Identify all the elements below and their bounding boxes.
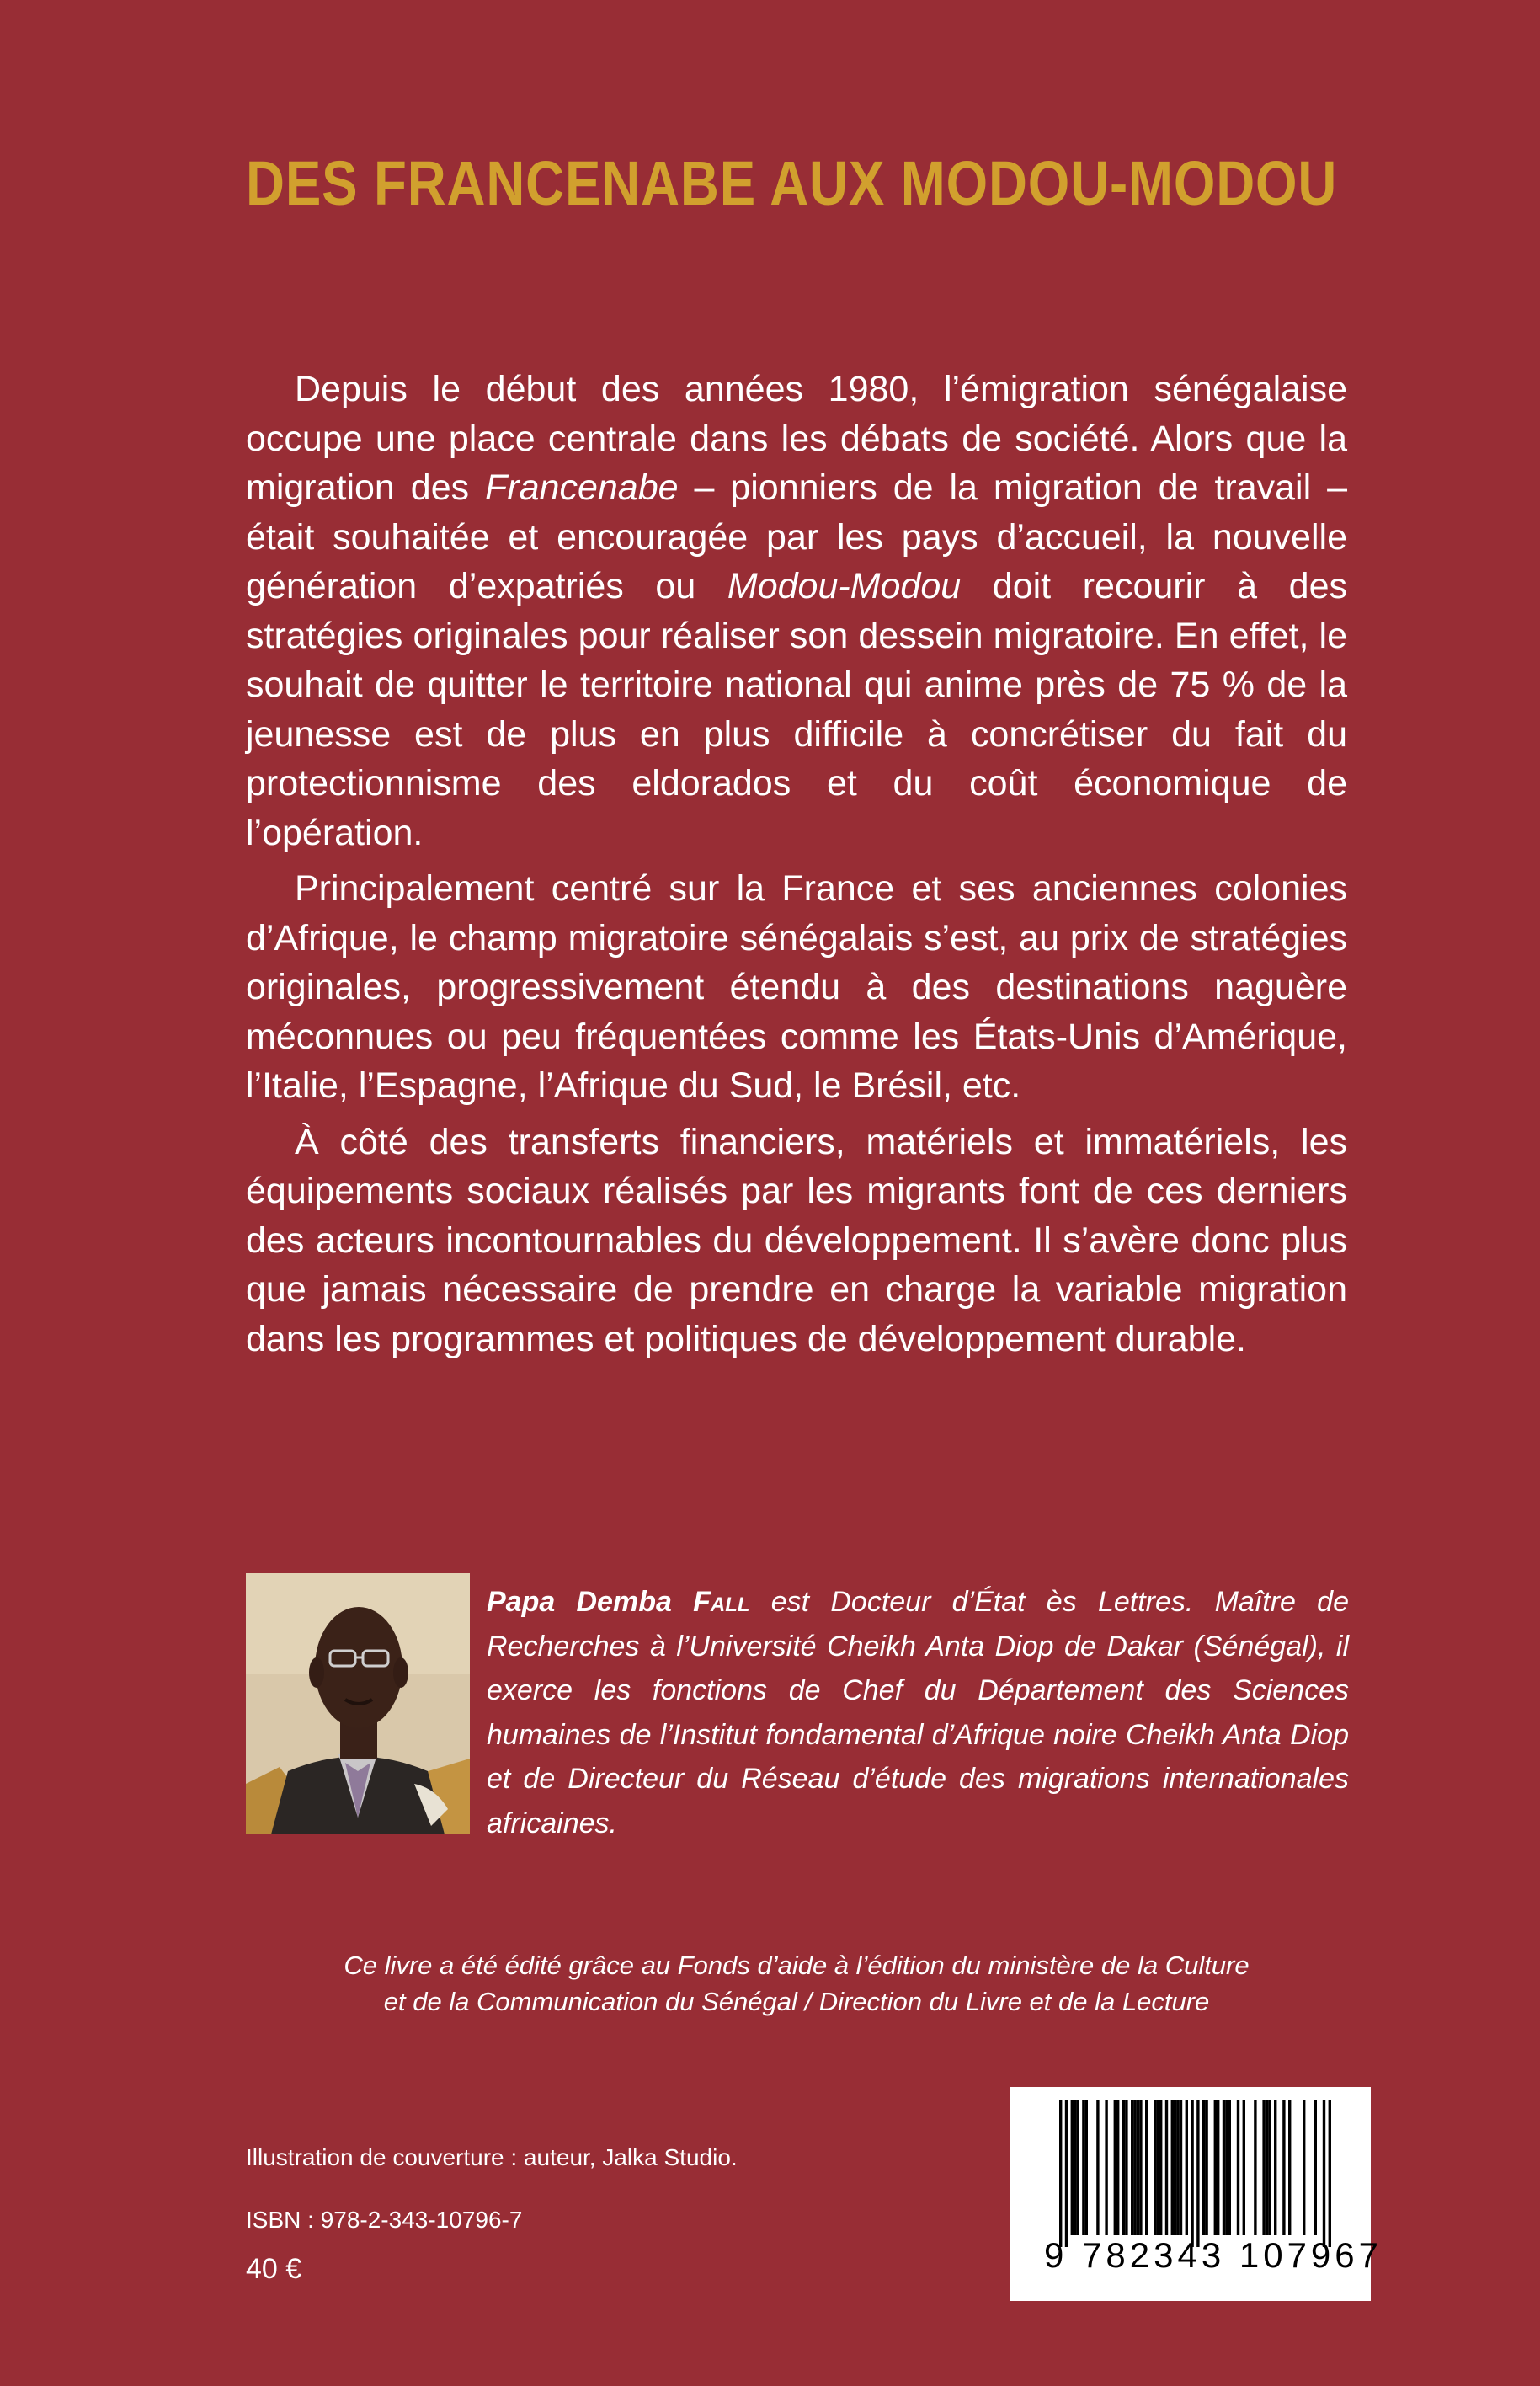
barcode-bar bbox=[1205, 2100, 1207, 2235]
barcode-bar bbox=[1202, 2100, 1205, 2235]
barcode-bar bbox=[1133, 2100, 1136, 2235]
blurb-paragraph-3: À côté des transferts financiers, matériels et immatériels, les équipements sociaux réalisés par les migrants font de ces derniers des acteurs incontournables du développement. Il s’avère donc plus que jamais nécessaire de prendre en charge la variable migration dans les programmes et politiques de développement durable. bbox=[246, 1121, 1347, 1359]
barcode-bar bbox=[1268, 2100, 1271, 2235]
barcode-bar bbox=[1262, 2100, 1265, 2235]
barcode-bar bbox=[1174, 2100, 1176, 2235]
blurb-paragraph-1: Depuis le début des années 1980, l’émigration sénégalaise occupe une place centrale dans les débats de société. Alors que la migration des Francenabe – pionniers de la migration de travail – était souhaitée et encouragée par les pays d’accueil, la nouvelle génération d’expatriés ou Modou-Modou doit recourir à des stratégies originales pour réaliser son dessein migratoire. En effet, le souhait de quitter le territoire national qui anime près de 75 % de la jeunesse est de plus en plus difficile à concrétiser du fait du protectionnisme des eldorados et du coût économique de l’opération. bbox=[246, 369, 1347, 853]
barcode bbox=[1010, 2087, 1383, 2301]
barcode-bar bbox=[1085, 2100, 1088, 2235]
barcode-digits: 9 782343 107967 bbox=[1044, 2235, 1383, 2275]
blurb-paragraph-2: Principalement centré sur la France et ses anciennes colonies d’Afrique, le champ migratoire sénégalais s’est, au prix de stratégies originales, progressivement étendu à des destinations naguère méconnues ou peu fréquentées comme les États-Unis d’Amérique, l’Italie, l’Espagne, l’Afrique du Sud, le Brésil, etc. bbox=[246, 868, 1347, 1106]
barcode-bar bbox=[1082, 2100, 1084, 2235]
barcode-bar bbox=[1266, 2100, 1268, 2235]
book-title: DES FRANCENABE AUX MODOU-MODOU bbox=[246, 148, 1338, 218]
barcode-bar bbox=[1274, 2100, 1276, 2235]
barcode-bar bbox=[1096, 2100, 1099, 2235]
author-first-name: Papa Demba bbox=[487, 1586, 672, 1618]
barcode-bar bbox=[1171, 2100, 1174, 2235]
barcode-bar bbox=[1237, 2100, 1239, 2235]
barcode-bar bbox=[1159, 2100, 1162, 2235]
barcode-bar bbox=[1314, 2100, 1317, 2235]
barcode-bar bbox=[1186, 2100, 1188, 2235]
barcode-bar bbox=[1131, 2100, 1133, 2235]
barcode-bar bbox=[1137, 2100, 1139, 2235]
barcode-bar bbox=[1154, 2100, 1156, 2235]
barcode-bar bbox=[1139, 2100, 1142, 2235]
barcode-bar bbox=[1225, 2100, 1228, 2235]
illustration-credit: Illustration de couverture : auteur, Jalka Studio. bbox=[246, 2144, 738, 2170]
back-cover-blurb bbox=[246, 365, 1347, 1370]
barcode-bar bbox=[1243, 2100, 1245, 2235]
barcode-bar bbox=[1125, 2100, 1127, 2235]
barcode-bar bbox=[1074, 2100, 1076, 2235]
price: 40 € bbox=[246, 2253, 302, 2285]
barcode-bar bbox=[1122, 2100, 1125, 2235]
barcode-bar bbox=[1071, 2100, 1074, 2235]
barcode-bar bbox=[1116, 2100, 1119, 2235]
barcode-bar bbox=[1145, 2100, 1148, 2235]
barcode-bar bbox=[1157, 2100, 1159, 2235]
barcode-bar bbox=[1254, 2100, 1256, 2235]
barcode-bar bbox=[1282, 2100, 1285, 2235]
barcode-bar bbox=[1228, 2100, 1231, 2235]
author-last-name: Fall bbox=[693, 1586, 750, 1618]
barcode-bar bbox=[1217, 2100, 1219, 2235]
barcode-bar bbox=[1288, 2100, 1291, 2235]
barcode-bar bbox=[1165, 2100, 1168, 2235]
barcode-bar bbox=[1105, 2100, 1107, 2235]
barcode-bar bbox=[1191, 2100, 1193, 2247]
barcode-bar bbox=[1214, 2100, 1217, 2235]
barcode-bar bbox=[1196, 2100, 1199, 2247]
barcode-bar bbox=[1114, 2100, 1116, 2235]
author-photo bbox=[246, 1573, 470, 1834]
barcode-bar bbox=[1223, 2100, 1225, 2235]
barcode-bar bbox=[1059, 2100, 1062, 2247]
barcode-bar bbox=[1076, 2100, 1079, 2235]
barcode-bar bbox=[1176, 2100, 1179, 2235]
funding-note: Ce livre a été édité grâce au Fonds d’aide à l’édition du ministère de la Culture et de la Communication du Sénégal / Direction du Livre et de la Lecture bbox=[344, 1951, 1250, 2016]
barcode-bar bbox=[1323, 2100, 1325, 2247]
author-bio: Papa Demba Fall est Docteur d’État ès Lettres. Maître de Recherches à l’Université Cheikh Anta Diop de Dakar (Sénégal), il exerce les fonctions de Chef du Département des Sciences humaines de l’Institut fondamental d’Afrique noire Cheikh Anta Diop et de Directeur du Réseau d’étude des migrations internationales africaines. bbox=[487, 1586, 1349, 1839]
barcode-bar bbox=[1180, 2100, 1182, 2235]
isbn: ISBN : 978-2-343-10796-7 bbox=[246, 2207, 523, 2233]
barcode-bar bbox=[1303, 2100, 1305, 2235]
barcode-bar bbox=[1329, 2100, 1331, 2247]
barcode-bar bbox=[1065, 2100, 1068, 2247]
